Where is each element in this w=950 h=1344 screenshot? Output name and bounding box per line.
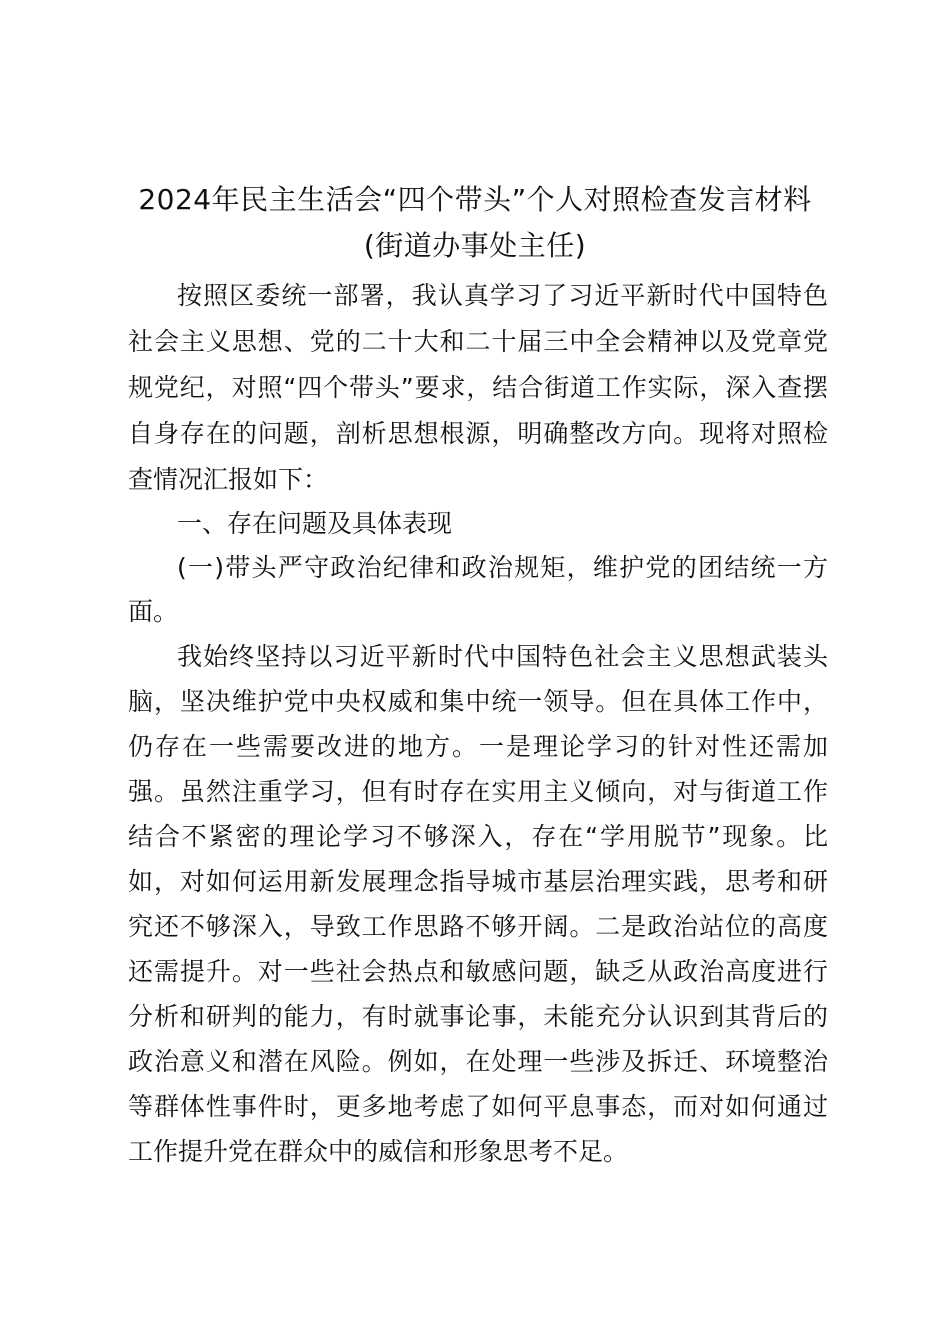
intro-paragraph-line: 规党纪，对照“四个带头”要求，结合街道工作实际，深入查摆: [128, 373, 828, 402]
subsection-heading-line: (一)带头严守政治纪律和政治规矩，维护党的团结统一方: [177, 553, 828, 582]
section-heading: 一、存在问题及具体表现: [177, 509, 453, 538]
body-paragraph-line: 政治意义和潜在风险。例如，在处理一些涉及拆迁、环境整治: [128, 1047, 828, 1076]
intro-paragraph-line: 查情况汇报如下：: [128, 465, 329, 494]
body-paragraph-line: 强。虽然注重学习，但有时存在实用主义倾向，对与街道工作: [128, 777, 828, 806]
body-paragraph-line: 脑，坚决维护党中央权威和集中统一领导。但在具体工作中，: [128, 687, 828, 716]
body-paragraph-line: 我始终坚持以习近平新时代中国特色社会主义思想武装头: [177, 642, 828, 671]
intro-paragraph-line: 自身存在的问题，剖析思想根源，明确整改方向。现将对照检: [128, 419, 828, 448]
intro-paragraph-line: 社会主义思想、党的二十大和二十届三中全会精神以及党章党: [128, 327, 828, 356]
intro-paragraph-line: 按照区委统一部署，我认真学习了习近平新时代中国特色: [177, 281, 828, 310]
body-paragraph-line: 究还不够深入，导致工作思路不够开阔。二是政治站位的高度: [128, 912, 828, 941]
body-paragraph-line: 结合不紧密的理论学习不够深入，存在“学用脱节”现象。比: [128, 822, 828, 851]
body-paragraph-line: 还需提升。对一些社会热点和敏感问题，缺乏从政治高度进行: [128, 957, 828, 986]
body-paragraph-line: 仍存在一些需要改进的地方。一是理论学习的针对性还需加: [128, 732, 828, 761]
document-title: 2024年民主生活会“四个带头”个人对照检查发言材料: [138, 183, 812, 216]
document-subtitle: (街道办事处主任): [363, 229, 587, 262]
body-paragraph-line: 分析和研判的能力，有时就事论事，未能充分认识到其背后的: [128, 1002, 828, 1031]
body-paragraph-line: 等群体性事件时，更多地考虑了如何平息事态，而对如何通过: [128, 1092, 828, 1121]
body-paragraph-line: 工作提升党在群众中的威信和形象思考不足。: [128, 1137, 629, 1166]
body-paragraph-line: 如，对如何运用新发展理念指导城市基层治理实践，思考和研: [128, 867, 828, 896]
subsection-heading-line: 面。: [128, 597, 179, 626]
